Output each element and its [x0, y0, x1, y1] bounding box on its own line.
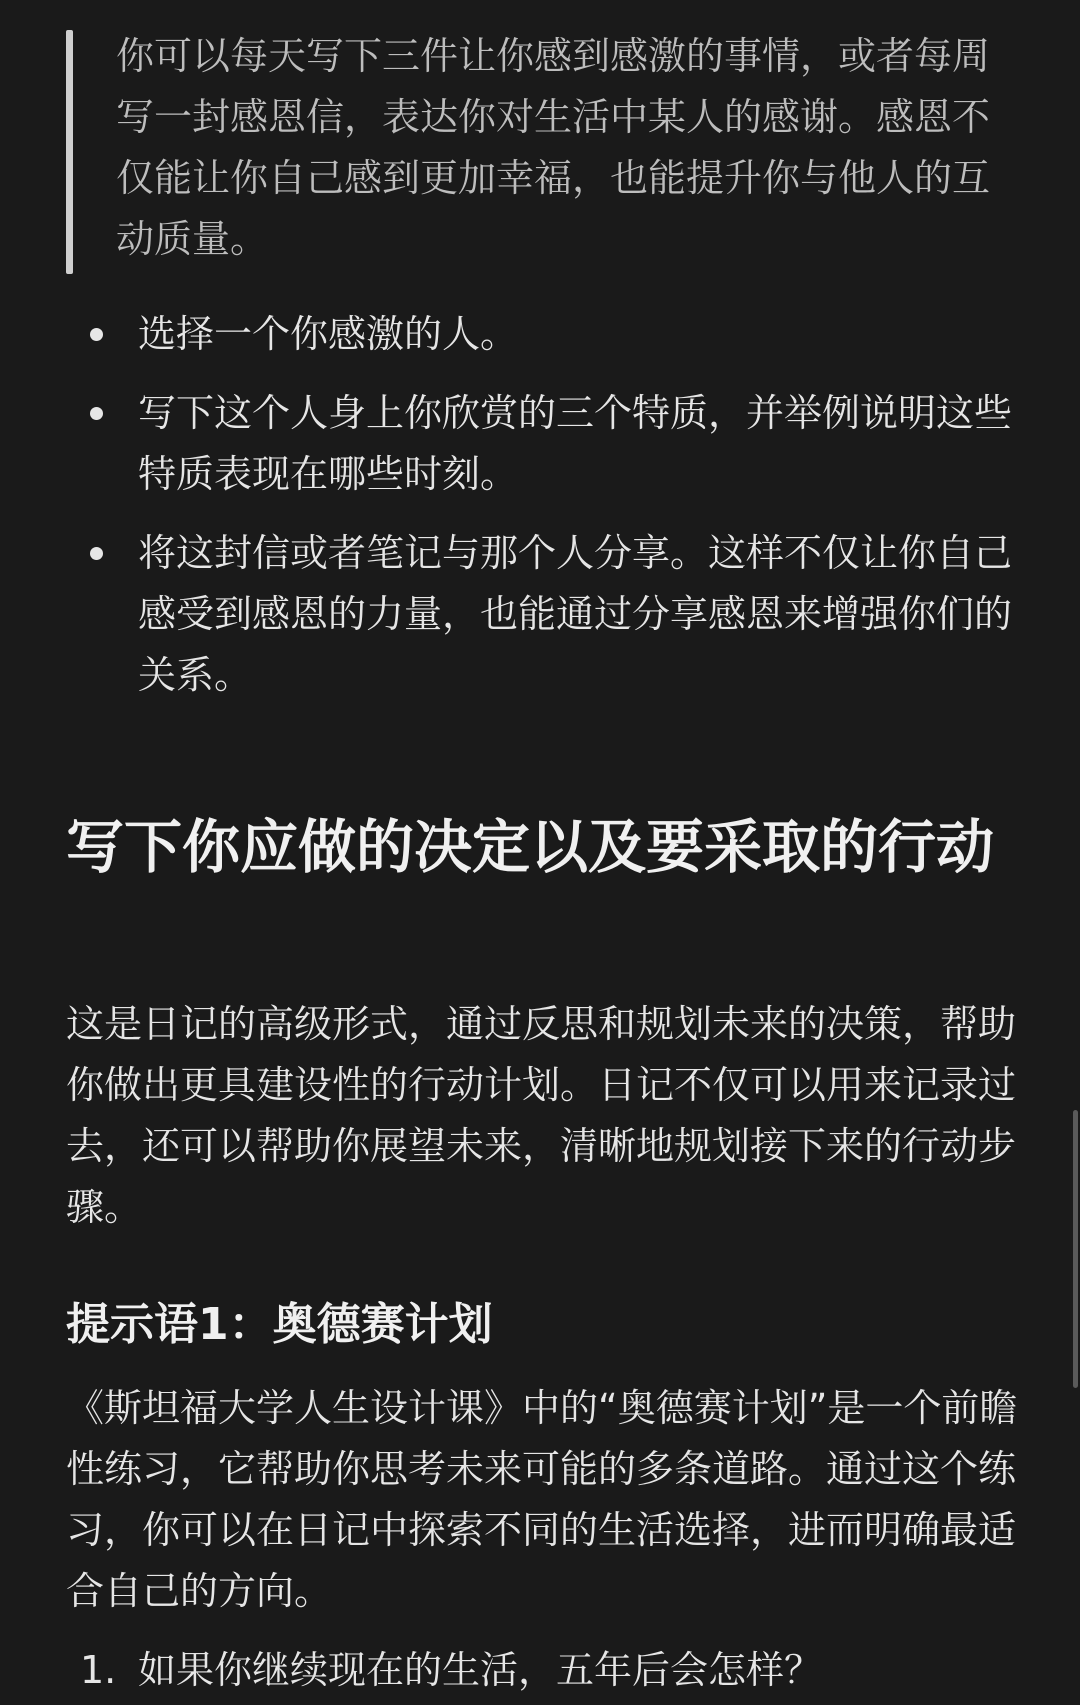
list-item-number: 1.: [80, 1648, 117, 1692]
bullet-dot-icon: [90, 328, 103, 341]
subsection-heading: 提示语1：奥德赛计划: [66, 1299, 493, 1350]
list-item-text: 如果你继续现在的生活，五年后会怎样？: [138, 1648, 823, 1692]
blockquote: [66, 30, 1006, 274]
blockquote-bar: [66, 30, 73, 274]
list-item: [66, 1640, 1016, 1701]
ordered-list: [66, 1640, 1016, 1701]
list-item: [66, 304, 1016, 365]
subsection-paragraph: 《斯坦福大学人生设计课》中的“奥德赛计划”是一个前瞻性练习，它帮助你思考未来可能的多条道路。通过这个练习，你可以在日记中探索不同的生活选择，进而明确最适合自己的方向。: [66, 1386, 1018, 1613]
list-item: [66, 523, 1016, 706]
list-item-text: 选择一个你感激的人。: [138, 312, 519, 356]
list-item-text: 写下这个人身上你欣赏的三个特质，并举例说明这些特质表现在哪些时刻。: [138, 391, 1013, 496]
bullet-list: [66, 304, 1016, 724]
scrollbar[interactable]: [1073, 1110, 1078, 1388]
section-heading: 写下你应做的决定以及要采取的行动: [66, 813, 995, 881]
list-item-text: 将这封信或者笔记与那个人分享。这样不仅让你自己感受到感恩的力量，也能通过分享感恩来增强你们的关系。: [138, 531, 1013, 697]
section-paragraph: 这是日记的高级形式，通过反思和规划未来的决策，帮助你做出更具建设性的行动计划。日记不仅可以用来记录过去，还可以帮助你展望未来，清晰地规划接下来的行动步骤。: [66, 1002, 1017, 1229]
list-item: [66, 383, 1016, 505]
bullet-dot-icon: [90, 407, 103, 420]
blockquote-text: 你可以每天写下三件让你感到感激的事情，或者每周写一封感恩信，表达你对生活中某人的感谢。感恩不仅能让你自己感到更加幸福，也能提升你与他人的互动质量。: [116, 34, 991, 261]
bullet-dot-icon: [90, 547, 103, 560]
